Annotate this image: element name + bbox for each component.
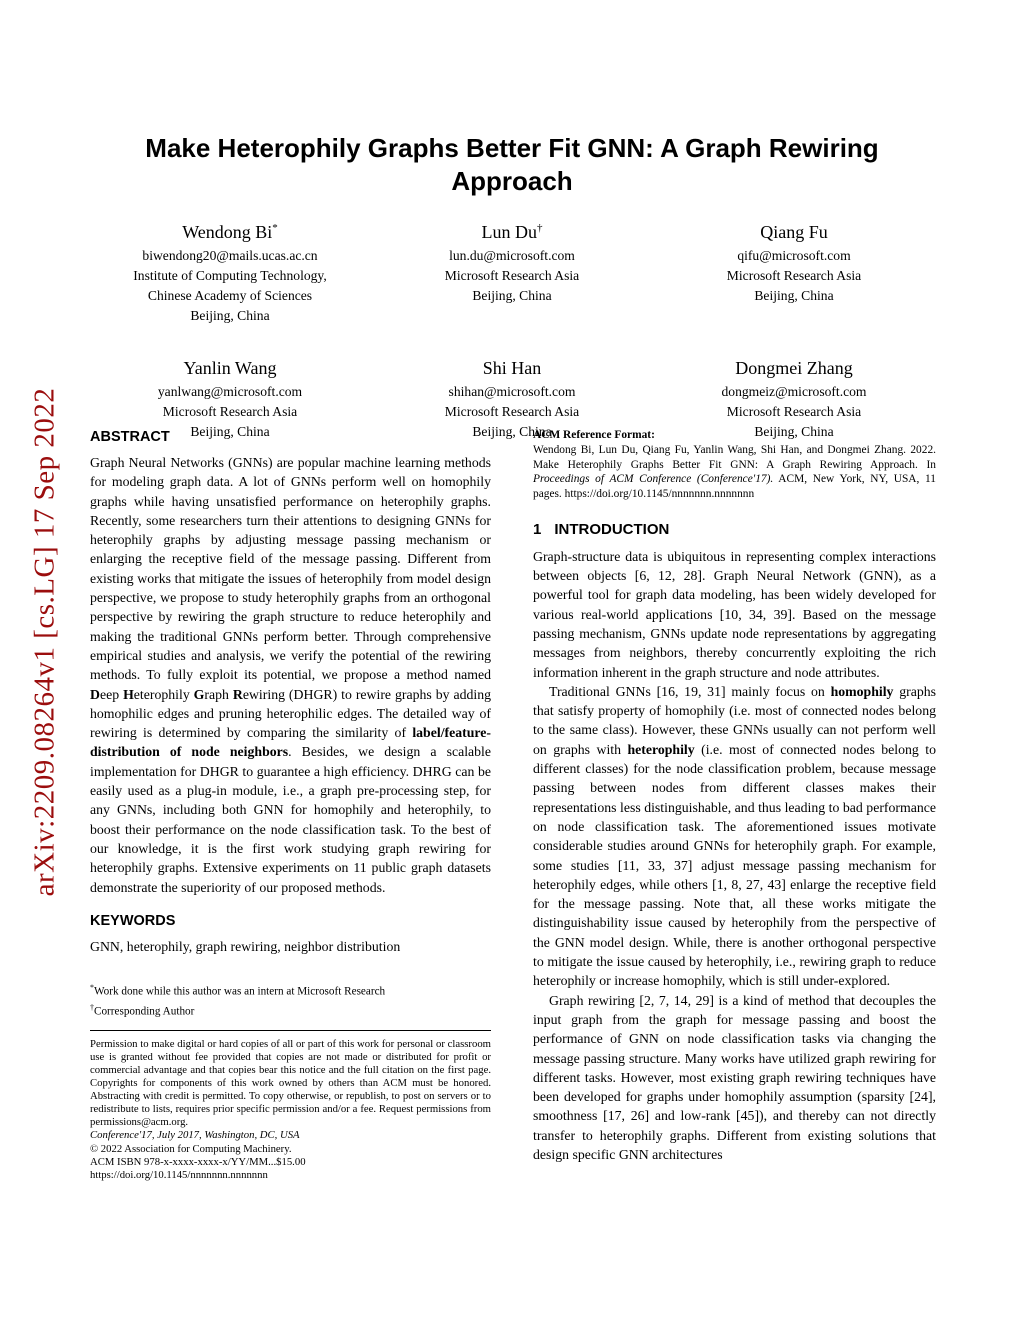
intro-paragraph-3: Graph rewiring [2, 7, 14, 29] is a kind of method that decouples the input graph from the graph for message passing and boost the performance of GNN on node classification tasks via changing the message passing structure. Many works have utilized graph rewiring for different tasks. However, most existing graph rewiring techniques have been developed for graphs under homophily assumption (sparsity [24], smoothness [17, 26] and low-rank [45]), and thereby can not directly transfer to heterophily graphs. Different from existing solutions that design specific GNN architectures: [533, 992, 936, 1163]
author-name: Lun Du†: [481, 222, 543, 242]
author-affiliation-line: Microsoft Research Asia: [726, 404, 862, 419]
section-title: INTRODUCTION: [554, 520, 670, 538]
author-email: yanlwang@microsoft.com: [157, 384, 303, 399]
doi-line: https://doi.org/10.1145/nnnnnnn.nnnnnnn: [90, 1169, 268, 1182]
author-block-2: [371, 216, 653, 326]
copyright-divider: [90, 1030, 491, 1031]
author-email: dongmeiz@microsoft.com: [721, 384, 867, 399]
section-number: 1: [533, 520, 542, 538]
intro-paragraph-1: Graph-structure data is ubiquitous in representing complex interactions between objects [6, 12, 28]. Graph Neural Network (GNN), as a powerful tool for graph data modeling, has been widely developed for various real-world applications [10, 34, 39]. Based on the message passing mechanism, GNNs update node representations by aggregating messages from neighbors, thereby concurrently exploiting the rich information inherent in the graph structure and node attributes.: [533, 548, 936, 680]
author-affiliation-line: Microsoft Research Asia: [444, 268, 580, 283]
right-column: [533, 428, 936, 1164]
author-footnotes: [90, 980, 491, 1020]
author-email: shihan@microsoft.com: [448, 384, 576, 399]
keywords-text: GNN, heterophily, graph rewiring, neighbor distribution: [90, 938, 401, 954]
author-block-1: [89, 216, 371, 326]
footnote-intern: *Work done while this author was an intern at Microsoft Research: [90, 983, 386, 998]
author-affiliation-line: Beijing, China: [190, 308, 270, 323]
introduction-heading: [533, 521, 936, 539]
intro-paragraph-2: Traditional GNNs [16, 19, 31] mainly focus on homophily graphs that satisfy property of homophily (i.e. most of connected nodes belong to the same class). However, these GNNs usually can not perform well on graphs with heterophily (i.e. most of connected nodes belong to different classes) for the node classification problem, because message passing between nodes from different classes makes their representations less distinguishable, and thus leading to bad performance on node classification task. The aforementioned issues motivate considerable studies around GNNs for heterophily graph. For example, some studies [11, 33, 37] adjust message passing mechanism for heterophily edges, while others [1, 8, 27, 43] enlarge the receptive field for the message passing. Note that, all these works mitigate the distinguishability issue caused by heterophily from the perspective of the GNN model design. While, there is another orthogonal perspective to mitigate the issue caused by heterophily, i.e., rewiring graph to reduce heterophily or increase homophily, which is still under-explored.: [533, 683, 936, 989]
author-block-3: [653, 216, 935, 326]
author-name: Wendong Bi*: [182, 222, 278, 242]
author-name: Yanlin Wang: [183, 358, 277, 378]
paper-title: [0, 132, 1024, 198]
author-affiliation-line: Institute of Computing Technology,: [133, 268, 327, 283]
keywords-heading: KEYWORDS: [90, 912, 176, 929]
author-name: Dongmei Zhang: [735, 358, 853, 378]
abstract-heading: ABSTRACT: [90, 429, 170, 445]
author-affiliation-line: Microsoft Research Asia: [162, 404, 298, 419]
author-affiliation-line: Chinese Academy of Sciences: [147, 288, 313, 303]
author-affiliation-line: Beijing, China: [472, 424, 552, 439]
authors-section: [89, 216, 935, 442]
arxiv-watermark: arXiv:2209.08264v1 [cs.LG] 17 Sep 2022: [28, 387, 61, 897]
colophon: [90, 1129, 491, 1182]
author-affiliation-line: Beijing, China: [754, 424, 834, 439]
paper-title-line-1: Make Heterophily Graphs Better Fit GNN: A Graph Rewiring: [145, 133, 879, 163]
author-email: qifu@microsoft.com: [737, 248, 851, 263]
author-affiliation-line: Microsoft Research Asia: [726, 268, 862, 283]
author-name: Qiang Fu: [760, 222, 828, 242]
author-email: lun.du@microsoft.com: [449, 248, 575, 263]
author-affiliation-line: Beijing, China: [190, 424, 270, 439]
permission-text: Permission to make digital or hard copies of all or part of this work for personal or classroom use is granted without fee provided that copies are not made or distributed for profit or commercial advantage and that copies bear this notice and the full citation on the first page. Copyrights for components of this work owned by others than ACM must be honored. Abstracting with credit is permitted. To copy otherwise, or republish, to post on servers or to redistribute to lists, requires prior specific permission and/or a fee. Request permissions from permissions@acm.org.: [90, 1037, 491, 1129]
author-mark: *: [272, 222, 278, 234]
author-affiliation-line: Beijing, China: [472, 288, 552, 303]
abstract-text: Graph Neural Networks (GNNs) are popular machine learning methods for modeling graph data. A lot of GNNs perform well on homophily graphs while having unsatisfied performance on heterophily graphs. Recently, some researchers turn their attentions to designing GNNs for heterophily graphs by adjusting message passing mechanism or enlarging the receptive field of the message passing. Different from existing works that mitigate the issues of heterophily from model design perspective, we propose to study heterophily graphs from an orthogonal perspective by rewiring the graph structure to reduce heterophily and making the traditional GNNs perform better. Through comprehensive empirical studies and analysis, we verify the potential of the rewiring methods. To fully exploit its potential, we propose a method named Deep Heterophily Graph Rewiring (DHGR) to rewire graphs by adding homophilic edges and pruning heterophilic edges. The detailed way of rewiring is determined by comparing the similarity of label/feature-distribution of node neighbors. Besides, we design a scalable implementation for DHGR to guarantee a high efficiency. DHRG can be easily used as a plug-in module, i.e., a graph pre-processing step, for any GNNs, including both GNN for homophily and heterophily, to boost their performance on the node classification task. To the best of our knowledge, it is the first work studying graph rewiring for heterophily graphs. Extensive experiments on 11 public graph datasets demonstrate the superiority of our proposed methods.: [90, 455, 492, 895]
left-column: [90, 428, 491, 1182]
conference-line: Conference'17, July 2017, Washington, DC, USA: [90, 1129, 300, 1142]
paper-title-line-2: Approach: [451, 166, 573, 196]
footnote-corresponding: †Corresponding Author: [90, 1003, 195, 1019]
author-affiliation-line: Beijing, China: [754, 288, 834, 303]
isbn-line: ACM ISBN 978-x-xxxx-xxxx-x/YY/MM...$15.00: [90, 1155, 306, 1168]
author-mark: †: [537, 222, 543, 234]
acm-reference-text: Wendong Bi, Lun Du, Qiang Fu, Yanlin Wang, Shi Han, and Dongmei Zhang. 2022. Make Heterophily Graphs Better Fit GNN: A Graph Rewiring Approach. In Proceedings of ACM Conference (Conference'17). ACM, New York, NY, USA, 11 pages. https://doi.org/10.1145/nnnnnnn.nnnnnnn: [533, 444, 937, 501]
acm-reference-heading: ACM Reference Format:: [533, 429, 655, 441]
author-affiliation-line: Microsoft Research Asia: [444, 404, 580, 419]
author-name: Shi Han: [482, 358, 542, 378]
copyright-line: © 2022 Association for Computing Machinery.: [90, 1142, 292, 1155]
author-email: biwendong20@mails.ucas.ac.cn: [142, 248, 318, 263]
